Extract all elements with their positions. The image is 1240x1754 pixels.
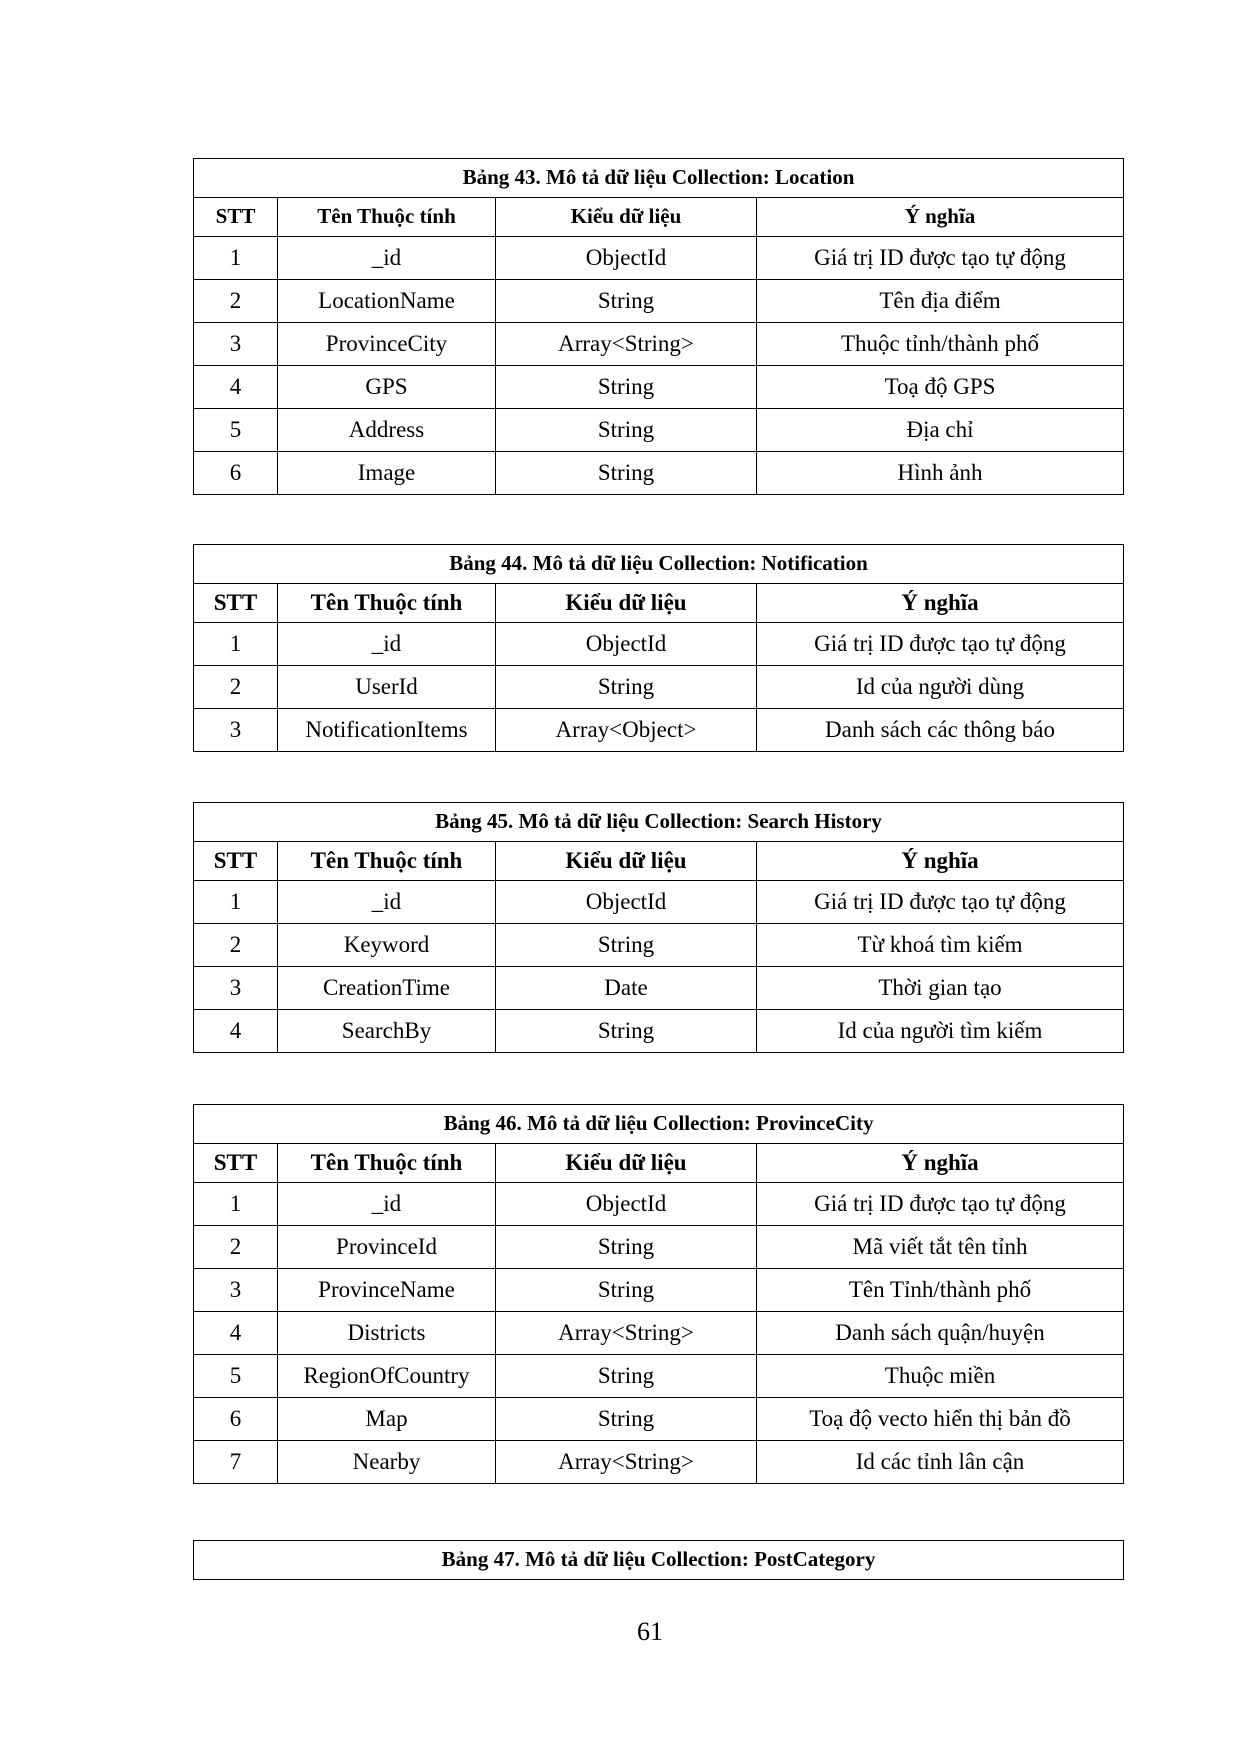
- header-attribute-name: Tên Thuộc tính: [278, 1144, 496, 1183]
- cell-data-type: ObjectId: [496, 1183, 757, 1226]
- table-notification: [193, 544, 1124, 752]
- cell-data-type: String: [496, 1269, 757, 1312]
- cell-meaning: Từ khoá tìm kiếm: [757, 924, 1124, 967]
- cell-meaning: Thuộc tỉnh/thành phố: [757, 323, 1124, 366]
- table-row: [194, 237, 1124, 280]
- header-attribute-name: Tên Thuộc tính: [278, 842, 496, 881]
- cell-data-type: ObjectId: [496, 623, 757, 666]
- cell-attribute-name: UserId: [278, 666, 496, 709]
- table-row: [194, 967, 1124, 1010]
- cell-attribute-name: _id: [278, 623, 496, 666]
- table-caption: Bảng 44. Mô tả dữ liệu Collection: Notification: [194, 545, 1124, 584]
- cell-meaning: Giá trị ID được tạo tự động: [757, 623, 1124, 666]
- cell-meaning: Hình ảnh: [757, 452, 1124, 495]
- cell-data-type: String: [496, 366, 757, 409]
- cell-stt: 3: [194, 1269, 278, 1312]
- cell-stt: 2: [194, 1226, 278, 1269]
- cell-stt: 1: [194, 237, 278, 280]
- cell-attribute-name: Image: [278, 452, 496, 495]
- cell-attribute-name: _id: [278, 1183, 496, 1226]
- cell-attribute-name: ProvinceId: [278, 1226, 496, 1269]
- cell-attribute-name: Map: [278, 1398, 496, 1441]
- cell-meaning: Mã viết tắt tên tỉnh: [757, 1226, 1124, 1269]
- cell-meaning: Id của người dùng: [757, 666, 1124, 709]
- cell-attribute-name: LocationName: [278, 280, 496, 323]
- cell-stt: 5: [194, 1355, 278, 1398]
- table-row: [194, 366, 1124, 409]
- table-row: [194, 1355, 1124, 1398]
- cell-meaning: Giá trị ID được tạo tự động: [757, 881, 1124, 924]
- table-row: [194, 409, 1124, 452]
- table-location: [193, 158, 1124, 495]
- table-row: [194, 1398, 1124, 1441]
- cell-data-type: String: [496, 924, 757, 967]
- cell-attribute-name: Districts: [278, 1312, 496, 1355]
- table-caption: Bảng 46. Mô tả dữ liệu Collection: ProvinceCity: [194, 1105, 1124, 1144]
- cell-stt: 4: [194, 366, 278, 409]
- table-row: [194, 1183, 1124, 1226]
- cell-attribute-name: SearchBy: [278, 1010, 496, 1053]
- cell-attribute-name: _id: [278, 881, 496, 924]
- table-search-history: [193, 802, 1124, 1053]
- cell-attribute-name: GPS: [278, 366, 496, 409]
- cell-stt: 1: [194, 881, 278, 924]
- cell-data-type: Array<Object>: [496, 709, 757, 752]
- cell-meaning: Giá trị ID được tạo tự động: [757, 1183, 1124, 1226]
- cell-stt: 6: [194, 1398, 278, 1441]
- table-row: [194, 1010, 1124, 1053]
- cell-stt: 2: [194, 666, 278, 709]
- cell-stt: 2: [194, 924, 278, 967]
- table-row: [194, 280, 1124, 323]
- cell-data-type: String: [496, 1226, 757, 1269]
- cell-stt: 3: [194, 967, 278, 1010]
- cell-meaning: Thời gian tạo: [757, 967, 1124, 1010]
- table-row: [194, 452, 1124, 495]
- table-province-city: [193, 1104, 1124, 1484]
- cell-attribute-name: Keyword: [278, 924, 496, 967]
- cell-meaning: Danh sách các thông báo: [757, 709, 1124, 752]
- cell-stt: 1: [194, 623, 278, 666]
- table-row: [194, 1312, 1124, 1355]
- table-row: [194, 924, 1124, 967]
- cell-attribute-name: ProvinceName: [278, 1269, 496, 1312]
- cell-meaning: Địa chỉ: [757, 409, 1124, 452]
- cell-data-type: String: [496, 1355, 757, 1398]
- table-row: [194, 1441, 1124, 1484]
- cell-meaning: Danh sách quận/huyện: [757, 1312, 1124, 1355]
- header-stt: STT: [194, 198, 278, 237]
- cell-stt: 5: [194, 409, 278, 452]
- cell-attribute-name: Address: [278, 409, 496, 452]
- cell-attribute-name: CreationTime: [278, 967, 496, 1010]
- cell-stt: 7: [194, 1441, 278, 1484]
- cell-meaning: Toạ độ GPS: [757, 366, 1124, 409]
- cell-data-type: String: [496, 1010, 757, 1053]
- cell-stt: 2: [194, 280, 278, 323]
- table-caption: Bảng 43. Mô tả dữ liệu Collection: Location: [194, 159, 1124, 198]
- header-data-type: Kiểu dữ liệu: [496, 842, 757, 881]
- table-row: [194, 323, 1124, 366]
- cell-meaning: Id của người tìm kiếm: [757, 1010, 1124, 1053]
- cell-stt: 4: [194, 1010, 278, 1053]
- cell-attribute-name: Nearby: [278, 1441, 496, 1484]
- cell-meaning: Thuộc miền: [757, 1355, 1124, 1398]
- header-meaning: Ý nghĩa: [757, 198, 1124, 237]
- cell-data-type: String: [496, 1398, 757, 1441]
- cell-data-type: String: [496, 452, 757, 495]
- cell-data-type: String: [496, 409, 757, 452]
- header-stt: STT: [194, 842, 278, 881]
- cell-data-type: Array<String>: [496, 1441, 757, 1484]
- header-data-type: Kiểu dữ liệu: [496, 1144, 757, 1183]
- cell-attribute-name: _id: [278, 237, 496, 280]
- cell-stt: 1: [194, 1183, 278, 1226]
- header-meaning: Ý nghĩa: [757, 842, 1124, 881]
- cell-stt: 4: [194, 1312, 278, 1355]
- cell-meaning: Toạ độ vecto hiển thị bản đồ: [757, 1398, 1124, 1441]
- cell-attribute-name: RegionOfCountry: [278, 1355, 496, 1398]
- header-data-type: Kiểu dữ liệu: [496, 584, 757, 623]
- header-attribute-name: Tên Thuộc tính: [278, 584, 496, 623]
- cell-stt: 6: [194, 452, 278, 495]
- cell-data-type: Date: [496, 967, 757, 1010]
- cell-meaning: Id các tỉnh lân cận: [757, 1441, 1124, 1484]
- cell-meaning: Tên Tỉnh/thành phố: [757, 1269, 1124, 1312]
- header-stt: STT: [194, 1144, 278, 1183]
- cell-stt: 3: [194, 709, 278, 752]
- cell-data-type: String: [496, 280, 757, 323]
- cell-meaning: Giá trị ID được tạo tự động: [757, 237, 1124, 280]
- table-row: [194, 881, 1124, 924]
- cell-attribute-name: NotificationItems: [278, 709, 496, 752]
- cell-data-type: ObjectId: [496, 881, 757, 924]
- cell-data-type: String: [496, 666, 757, 709]
- cell-attribute-name: ProvinceCity: [278, 323, 496, 366]
- header-attribute-name: Tên Thuộc tính: [278, 198, 496, 237]
- header-meaning: Ý nghĩa: [757, 584, 1124, 623]
- cell-data-type: Array<String>: [496, 1312, 757, 1355]
- cell-data-type: Array<String>: [496, 323, 757, 366]
- table-row: [194, 623, 1124, 666]
- table-row: [194, 666, 1124, 709]
- cell-meaning: Tên địa điểm: [757, 280, 1124, 323]
- cell-stt: 3: [194, 323, 278, 366]
- header-meaning: Ý nghĩa: [757, 1144, 1124, 1183]
- cell-data-type: ObjectId: [496, 237, 757, 280]
- table-post-category: [193, 1540, 1124, 1580]
- table-caption: Bảng 47. Mô tả dữ liệu Collection: PostCategory: [194, 1541, 1124, 1580]
- table-row: [194, 1269, 1124, 1312]
- header-data-type: Kiểu dữ liệu: [496, 198, 757, 237]
- table-caption: Bảng 45. Mô tả dữ liệu Collection: Search History: [194, 803, 1124, 842]
- table-row: [194, 709, 1124, 752]
- header-stt: STT: [194, 584, 278, 623]
- page-number: 61: [637, 1617, 663, 1646]
- table-row: [194, 1226, 1124, 1269]
